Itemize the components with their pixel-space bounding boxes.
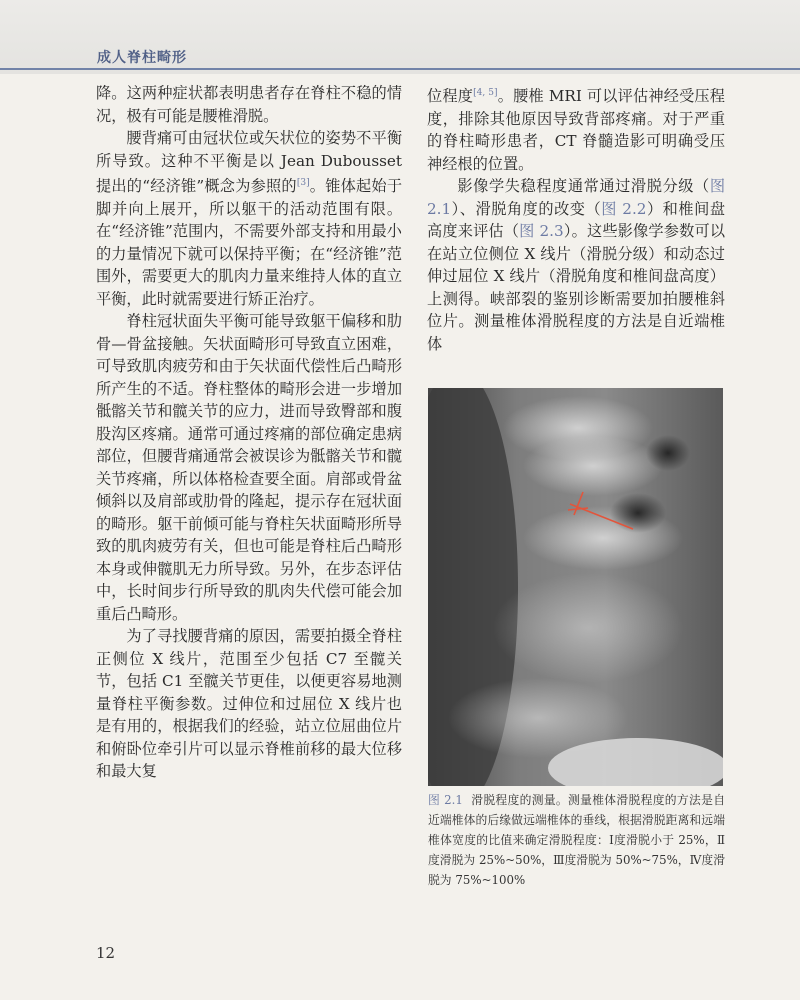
vertebra-proximal [523, 436, 663, 496]
left-column [96, 82, 402, 783]
right-paragraph-1-text-b: 。腰椎 MRI 可以评估神经受压程度，排除其他原因导致背部疼痛。对于严重的脊柱畸形患者，CT 脊髓造影可明确受压神经根的位置。 [427, 87, 725, 173]
left-paragraph-2-text-a: 腰背痛可由冠状位或矢状位的姿势不平衡所导致。这种不平衡是以 Jean Dubousset 提出的“经济锥”概念为参照的 [96, 129, 402, 196]
right-paragraph-2-text-b: ）、滑脱角度的改变（ [451, 199, 602, 218]
left-paragraph-2-text-b: 。锥体起始于脚并向上展开，所以躯干的活动范围有限。在“经济锥”范围内，不需要外部支持和用最小的力量情况下就可以保持平衡；在“经济锥”范围外，需要更大的肌肉力量来维持人体的直立平衡，此时就需要进行矫正治疗。 [96, 177, 403, 308]
figure-link-2-1[interactable]: 图 2.1 [427, 177, 725, 218]
figure-link-2-2[interactable]: 图 2.2 [601, 199, 647, 218]
left-paragraph-3: 脊柱冠状面失平衡可能导致躯干偏移和肋骨—骨盆接触。矢状面畸形可导致直立困难，可导致肌肉疲劳和由于矢状面代偿性后凸畸形所产生的不适。脊柱整体的畸形会进一步增加骶髂关节和髋关节的应力，进而导致臀部和腹股沟区疼痛。通常可通过疼痛的部位确定患病部位，但腰背痛通常会被误诊为骶髂关节和髋关节疼痛，所以体格检查要全面。肩部或骨盆倾斜以及肩部或肋骨的隆起，提示存在冠状面的畸形。躯干前倾可能与脊柱矢状面畸形所导致的肌肉疲劳有关，但也可能是脊柱后凸畸形本身或伸髋肌无力所导致。另外，在步态评估中，长时间步行所导致的肌肉失代偿可能会加重后凸畸形。 [96, 312, 402, 623]
right-paragraph-2-text-d: ）。这些影像学参数可以在站立位侧位 X 线片（滑脱分级）和动态过伸过屈位 X 线片（滑脱角度和椎间盘高度）上测得。峡部裂的鉴别诊断需要加拍腰椎斜位片。测量椎体滑脱程度的方法是自近端椎体 [427, 222, 726, 353]
xray-figure [428, 388, 723, 786]
right-paragraph-2-text-c: ）和椎间盘高度来评估（ [427, 199, 726, 241]
right-paragraph-1-text-a: 位程度 [427, 87, 474, 106]
citation-3[interactable]: [3] [296, 178, 310, 188]
xray-image [428, 388, 723, 786]
left-paragraph-4: 为了寻找腰背痛的原因，需要拍摄全脊柱正侧位 X 线片，范围至少包括 C7 至髋关节，包括 C1 至髋关节更佳，以便更容易地测量脊柱平衡参数。过伸位和过屈位 X 线片也是有用的，根据我们的经验，站立位屈曲位片和俯卧位牵引片可以显示脊椎前移的最大位移和最大复 [96, 627, 402, 781]
figure-link-2-3[interactable]: 图 2.3 [519, 222, 564, 241]
left-paragraph-1: 降。这两种症状都表明患者存在脊柱不稳的情况，极有可能是腰椎滑脱。 [96, 84, 402, 125]
right-paragraph-1 [427, 82, 725, 175]
figure-caption-text: 滑脱程度的测量。测量椎体滑脱程度的方法是自近端椎体的后缘做远端椎体的垂线，根据滑脱距离和远端椎体宽度的比值来确定滑脱程度：Ⅰ度滑脱小于 25%，Ⅱ度滑脱为 25%~50%，Ⅲ度滑脱为 50%~75%，Ⅳ度滑脱为 75%~100% [428, 793, 725, 887]
citation-4-5[interactable]: [4, 5] [473, 88, 498, 98]
running-header-title: 成人脊柱畸形 [97, 50, 187, 66]
right-paragraph-2-text-a: 影像学失稳程度通常通过滑脱分级（ [457, 177, 710, 196]
right-column [427, 82, 725, 355]
header-rule [0, 68, 800, 70]
figure-label: 图 2.1 [428, 793, 463, 807]
page-number: 12 [96, 944, 116, 962]
right-paragraph-2 [427, 175, 725, 355]
left-paragraph-2 [96, 127, 402, 310]
figure-caption [428, 790, 725, 890]
